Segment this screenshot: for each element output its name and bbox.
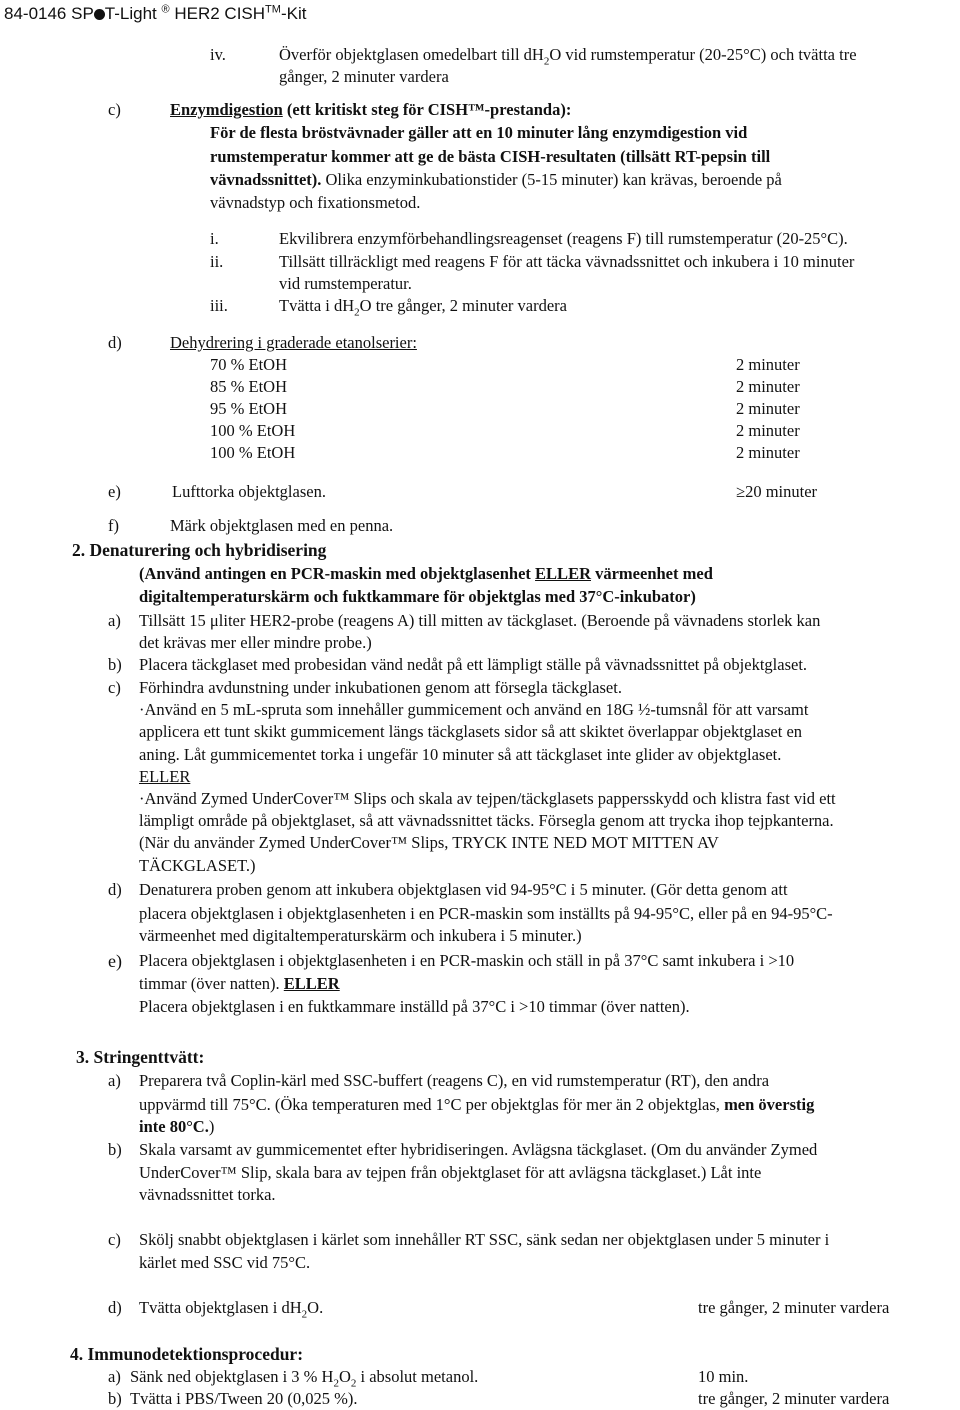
s2-d-line2: placera objektglasen i objektglasenheten i en PCR-maskin som inställts på 94-95°C, eller på en 94-95°C- xyxy=(139,904,833,923)
s2-c-line9: TÄCKGLASET.) xyxy=(139,856,256,875)
s4-a-label: a) xyxy=(108,1367,121,1386)
spot-dot-icon xyxy=(94,9,105,20)
s2-c-label: c) xyxy=(108,678,121,697)
substep-ii-text1: Tillsätt tillräckligt med reagens F för att täcka vävnadssnittet och inkubera i 10 minuter xyxy=(279,252,855,271)
substep-iii-number: iii. xyxy=(210,296,228,315)
ethanol-time: 2 minuter xyxy=(736,443,800,462)
section-2-heading: 2. Denaturering och hybridisering xyxy=(72,540,327,560)
substep-ii-number: ii. xyxy=(210,252,224,271)
s2-c-line3: applicera ett tunt skikt gummicement längs täckglasets sidor så att skiktet överlappar objektglaset en xyxy=(139,722,803,741)
trademark-mark: TM xyxy=(265,3,281,16)
s2-b-line1: Placera täckglaset med probesidan vänd nedåt på ett lämpligt ställe på vävnadssnittet på objektglaset. xyxy=(139,655,808,674)
kit-suffix: -Kit xyxy=(280,4,307,23)
label-slides-text: Märk objektglasen med en penna. xyxy=(170,516,394,535)
s3-b-line3: vävnadssnittet torka. xyxy=(139,1185,276,1204)
section-4-heading: 4. Immunodetektionsprocedur: xyxy=(70,1344,304,1364)
s2-b-label: b) xyxy=(108,655,122,674)
ethanol-conc: 100 % EtOH xyxy=(210,443,296,462)
s2-c-line4: aning. Låt gummicementet torka i ungefär 10 minuter så att täckglaset inte glider av objektglaset. xyxy=(139,745,782,764)
step-iv-number: iv. xyxy=(210,45,226,64)
s4-b-time: tre gånger, 2 minuter vardera xyxy=(698,1389,890,1408)
s4-a-text: Sänk ned objektglasen i 3 % $H_2O_2$ i absolut metanol. xyxy=(130,1367,479,1390)
s2-e-line1: Placera objektglasen i objektglasenheten i en PCR-maskin och ställ in på 37°C samt inkubera i >10 xyxy=(139,951,795,970)
ethanol-conc: 95 % EtOH xyxy=(210,399,287,418)
s2-d-line1: Denaturera proben genom att inkubera objektglasen vid 94-95°C i 5 minuter. (Gör detta genom att xyxy=(139,880,788,899)
s2-e-line3: Placera objektglasen i en fuktkammare inställd på 37°C i >10 timmar (över natten). xyxy=(139,997,690,1016)
brand-suffix: T-Light xyxy=(104,4,157,23)
s3-d-label: d) xyxy=(108,1298,122,1317)
section-2-intro2: digitaltemperaturskärm och fuktkammare för objektglas med 37°C-inkubator) xyxy=(139,587,696,606)
s2-c-eller: ELLER xyxy=(139,767,191,786)
s3-b-label: b) xyxy=(108,1140,122,1159)
enzyme-title: Enzymdigestion (ett kritiskt steg för CISH™-prestanda): xyxy=(170,100,572,119)
substep-i-number: i. xyxy=(210,229,219,248)
s3-a-label: a) xyxy=(108,1071,121,1090)
s2-e-label: e) xyxy=(108,951,122,971)
s3-c-line1: Skölj snabbt objektglasen i kärlet som innehåller RT SSC, sänk sedan ner objektglasen under 5 minuter i xyxy=(139,1230,830,1249)
s4-b-label: b) xyxy=(108,1389,122,1408)
step-d-label: d) xyxy=(108,333,122,352)
ethanol-conc: 70 % EtOH xyxy=(210,355,287,374)
step-f-label: f) xyxy=(108,516,119,535)
ethanol-time: 2 minuter xyxy=(736,399,800,418)
s3-c-line2: kärlet med SSC vid 75°C. xyxy=(139,1253,311,1272)
step-iv-line1: Överför objektglasen omedelbart till $dH_2O$ vid rumstemperatur (20-25°C) och tvätta tre xyxy=(279,45,857,68)
product-name: HER2 CISH xyxy=(174,4,266,23)
s2-a-line2: det krävas mer eller mindre probe.) xyxy=(139,633,372,652)
step-c-label: c) xyxy=(108,100,121,119)
air-dry-time: ≥20 minuter xyxy=(736,482,818,501)
dehydration-title: Dehydrering i graderade etanolserier: xyxy=(170,333,417,352)
enzyme-line3: vävnadssnittet). Olika enzyminkubationstider (5-15 minuter) kan krävas, beroende på xyxy=(210,170,782,189)
s2-c-line7: lämpligt område på objektglaset, så att vävnadssnittet täcks. Försegla genom att trycka ihop tejpkanterna. xyxy=(139,811,834,830)
s3-b-line2: UnderCover™ Slip, skala bara av tejpen från objektglaset för att avlägsna täckglaset.) Låt inte xyxy=(139,1163,762,1182)
substep-ii-text2: vid rumstemperatur. xyxy=(279,274,412,293)
enzyme-bold-line1: För de flesta bröstvävnader gäller att en 10 minuter lång enzymdigestion vid xyxy=(210,123,748,142)
ethanol-time: 2 minuter xyxy=(736,355,800,374)
s4-a-time: 10 min. xyxy=(698,1367,749,1386)
enzyme-line4: vävnadstyp och fixationsmetod. xyxy=(210,193,421,212)
s2-c-line1: Förhindra avdunstning under inkubationen genom att försegla täckglaset. xyxy=(139,678,622,697)
s2-e-line2: timmar (över natten). ELLER xyxy=(139,974,340,993)
registered-mark: ® xyxy=(161,3,170,16)
catalog-number: 84-0146 SP xyxy=(4,4,94,23)
s2-c-line6: ·Använd Zymed UnderCover™ Slips och skala av tejpen/täckglasets pappersskydd och klistra fast vid ett xyxy=(139,789,836,808)
s2-a-label: a) xyxy=(108,611,121,630)
s3-a-line3: inte 80°C.) xyxy=(139,1117,215,1136)
air-dry-text: Lufttorka objektglasen. xyxy=(172,482,326,501)
ethanol-conc: 85 % EtOH xyxy=(210,377,287,396)
s3-a-line1: Preparera två Coplin-kärl med SSC-buffert (reagens C), en vid rumstemperatur (RT), den andra xyxy=(139,1071,770,1090)
s2-c-line2: ·Använd en 5 mL-spruta som innehåller gummicement och använd en 18G ½-tumsnål för att varsamt xyxy=(139,700,809,719)
section-2-intro1: (Använd antingen en PCR-maskin med objektglasenhet ELLER värmeenhet med xyxy=(139,564,713,583)
enzyme-bold-line2: rumstemperatur kommer att ge de bästa CISH-resultaten (tillsätt RT-pepsin till xyxy=(210,147,771,166)
s3-b-line1: Skala varsamt av gummicementet efter hybridiseringen. Avlägsna täckglaset. (Om du använder Zymed xyxy=(139,1140,818,1159)
ethanol-conc: 100 % EtOH xyxy=(210,421,296,440)
ethanol-time: 2 minuter xyxy=(736,421,800,440)
step-e-label: e) xyxy=(108,482,121,501)
section-3-heading: 3. Stringenttvätt: xyxy=(76,1047,205,1067)
s2-d-line3: värmeenhet med digitaltemperaturskärm och inkubera i 5 minuter.) xyxy=(139,926,582,945)
s2-a-line1: Tillsätt 15 μliter HER2-probe (reagens A) till mitten av täckglaset. (Beroende på vävnadens storlek kan xyxy=(139,611,821,630)
step-iv-line2: gånger, 2 minuter vardera xyxy=(279,67,449,86)
s3-d-time: tre gånger, 2 minuter vardera xyxy=(698,1298,890,1317)
running-header xyxy=(4,4,306,24)
s2-c-line8: (När du använder Zymed UnderCover™ Slips, TRYCK INTE NED MOT MITTEN AV xyxy=(139,833,719,852)
s3-c-label: c) xyxy=(108,1230,121,1249)
s4-b-text: Tvätta i PBS/Tween 20 (0,025 %). xyxy=(130,1389,358,1408)
substep-i-text: Ekvilibrera enzymförbehandlingsreagenset (reagens F) till rumstemperatur (20-25°C). xyxy=(279,229,848,248)
substep-iii-text: Tvätta i $dH_2O$ tre gånger, 2 minuter vardera xyxy=(279,296,567,319)
s3-d-text: Tvätta objektglasen i $dH_2O$. xyxy=(139,1298,324,1321)
s2-d-label: d) xyxy=(108,880,122,899)
s3-a-line2: uppvärmd till 75°C. (Öka temperaturen med 1°C per objektglas för mer än 2 objektglas, men överstig xyxy=(139,1095,815,1114)
ethanol-time: 2 minuter xyxy=(736,377,800,396)
